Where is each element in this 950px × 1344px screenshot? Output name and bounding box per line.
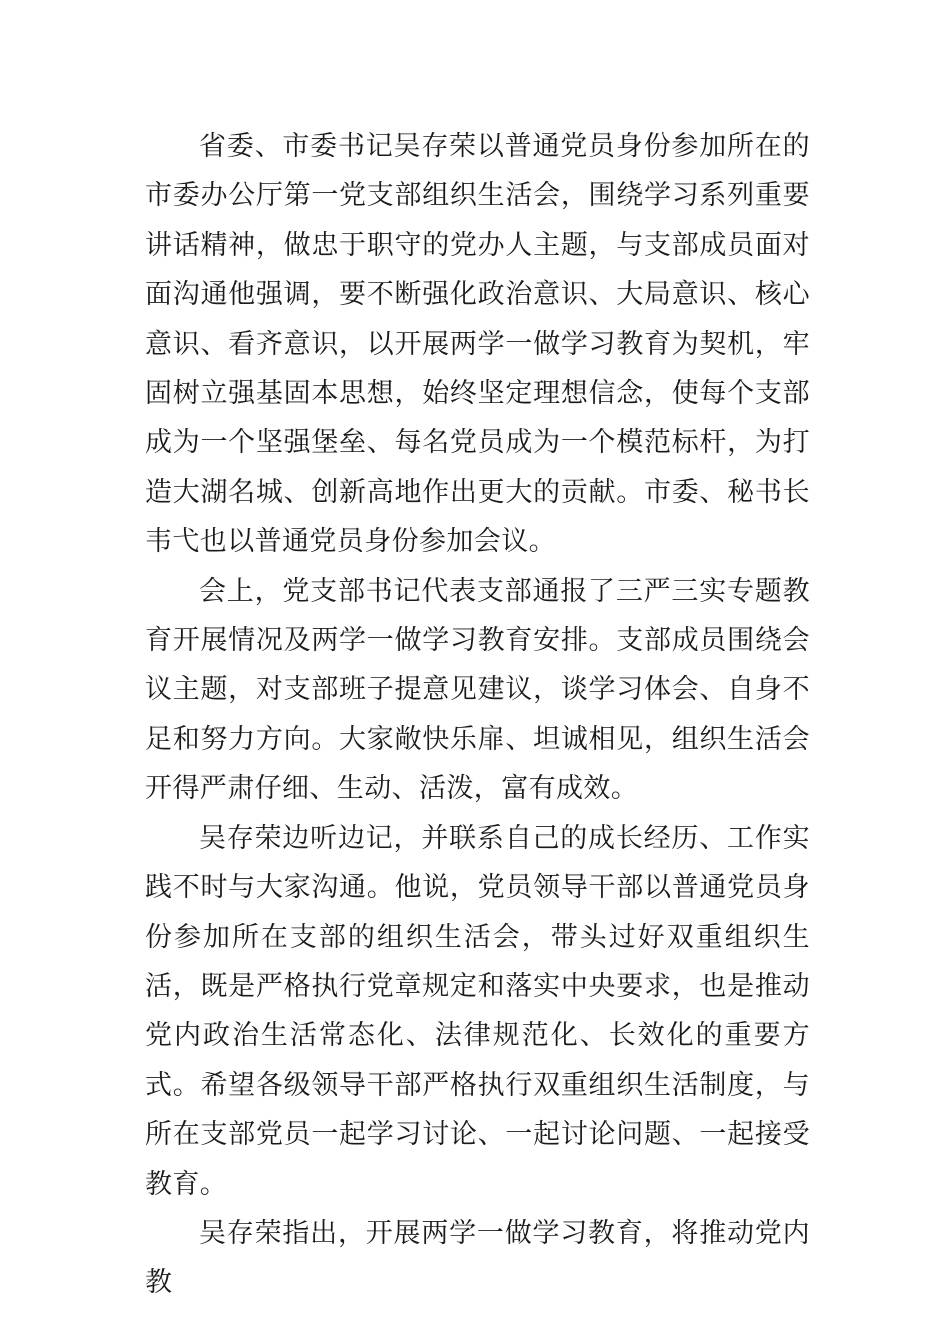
paragraph-4: 吴存荣指出，开展两学一做学习教育，将推动党内教 (145, 1217, 810, 1299)
paragraph-1: 省委、市委书记吴存荣以普通党员身份参加所在的市委办公厅第一党支部组织生活会，围绕学习系列重要讲话精神，做忠于职守的党办人主题，与支部成员面对面沟通他强调，要不断强化政治意识、大局意识、核心意识、看齐意识，以开展两学一做学习教育为契机，牢固树立强基固本思想，始终坚定理想信念，使每个支部成为一个坚强堡垒、每名党员成为一个模范标杆，为打造大湖名城、创新高地作出更大的贡献。市委、秘书长韦弋也以普通党员身份参加会议。 (145, 131, 810, 558)
document-body (145, 122, 810, 1308)
paragraph-3: 吴存荣边听边记，并联系自己的成长经历、工作实践不时与大家沟通。他说，党员领导干部以普通党员身份参加所在支部的组织生活会，带头过好双重组织生活，既是严格执行党章规定和落实中央要求，也是推动党内政治生活常态化、法律规范化、长效化的重要方式。希望各级领导干部严格执行双重组织生活制度，与所在支部党员一起学习讨论、一起讨论问题、一起接受教育。 (145, 822, 810, 1200)
paragraph-2: 会上，党支部书记代表支部通报了三严三实专题教育开展情况及两学一做学习教育安排。支部成员围绕会议主题，对支部班子提意见建议，谈学习体会、自身不足和努力方向。大家敞快乐扉、坦诚相见，组织生活会开得严肃仔细、生动、活泼，富有成效。 (145, 575, 810, 805)
